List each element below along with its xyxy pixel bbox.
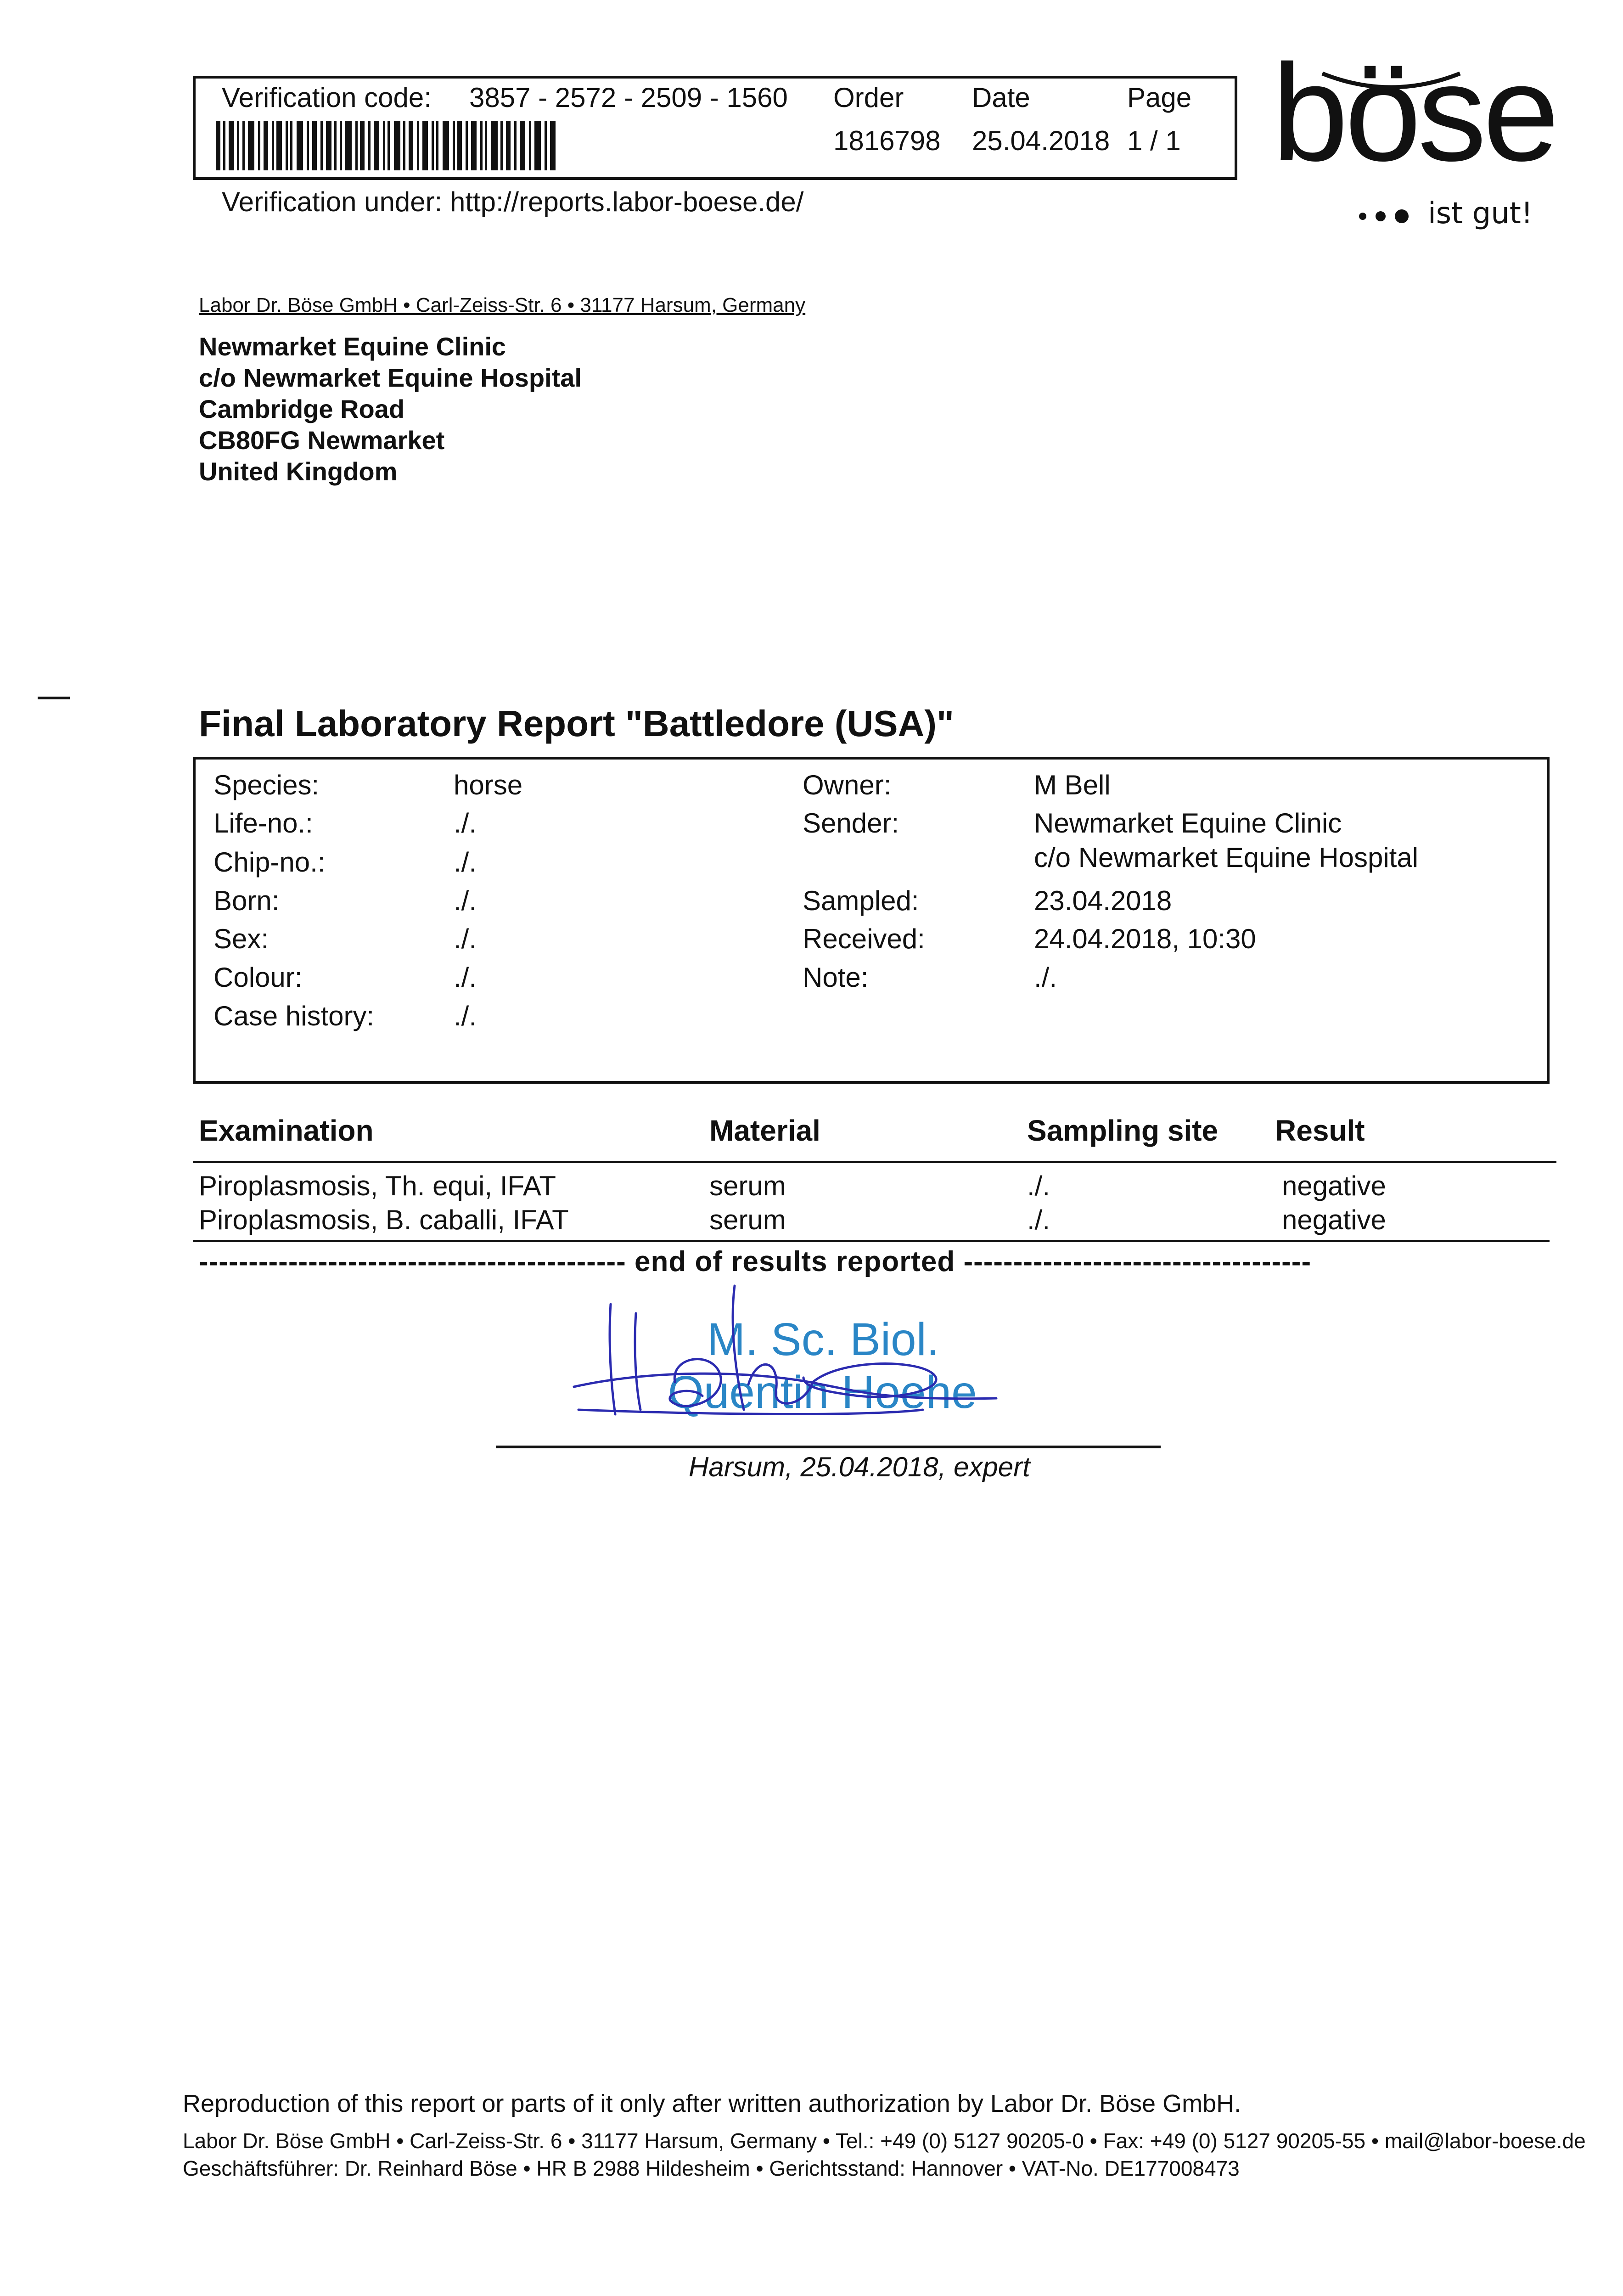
sex-label: Sex: — [213, 923, 269, 954]
table-cell-material: serum — [709, 1204, 786, 1235]
owner-label: Owner: — [803, 770, 892, 800]
report-date: 25.04.2018 — [972, 125, 1110, 156]
note-value: ./. — [1034, 962, 1057, 993]
species-label: Species: — [213, 770, 320, 800]
born-label: Born: — [213, 885, 280, 916]
table-cell-material: serum — [709, 1171, 786, 1201]
page-number: 1 / 1 — [1127, 125, 1181, 156]
sender-value-line-2: c/o Newmarket Equine Hospital — [1034, 842, 1419, 873]
footer-company-address: Labor Dr. Böse GmbH • Carl-Zeiss-Str. 6 • 31177 Harsum, Germany • Tel.: +49 (0) 5127 90205-0 • Fax: +49 (0) 5127 90205-55 • mail@labor-boese.de — [183, 2129, 1586, 2153]
bose-logo: böse — [1272, 35, 1556, 190]
table-cell-sampling-site: ./. — [1027, 1204, 1050, 1235]
page-label: Page — [1127, 82, 1192, 113]
sender-label: Sender: — [803, 808, 899, 838]
colour-label: Colour: — [213, 962, 303, 993]
verification-code-label: Verification code: — [222, 82, 432, 113]
sampled-value: 23.04.2018 — [1034, 885, 1172, 916]
reproduction-notice: Reproduction of this report or parts of it only after written authorization by Labor Dr. Böse GmbH. — [183, 2090, 1241, 2117]
column-header-examination: Examination — [199, 1114, 374, 1147]
sampled-label: Sampled: — [803, 885, 919, 916]
note-label: Note: — [803, 962, 869, 993]
case-history-label: Case history: — [213, 1001, 375, 1031]
recipient-line: c/o Newmarket Equine Hospital — [199, 363, 582, 392]
life-no-label: Life-no.: — [213, 808, 313, 838]
case-history-value: ./. — [454, 1001, 477, 1031]
chip-no-label: Chip-no.: — [213, 847, 326, 878]
signer-title: M. Sc. Biol. — [707, 1314, 939, 1365]
table-cell-examination: Piroplasmosis, B. caballi, IFAT — [199, 1204, 569, 1235]
chip-no-value: ./. — [454, 847, 477, 878]
verification-code: 3857 - 2572 - 2509 - 1560 — [469, 82, 788, 113]
table-bottom-rule — [193, 1240, 1550, 1242]
recipient-line: CB80FG Newmarket — [199, 426, 445, 455]
born-value: ./. — [454, 885, 477, 916]
logo-tagline: ist gut! — [1428, 197, 1533, 231]
sender-value: Newmarket Equine Clinic — [1034, 808, 1342, 838]
logo-dot-icon — [1359, 213, 1366, 220]
column-header-material: Material — [709, 1114, 820, 1147]
date-label: Date — [972, 82, 1030, 113]
signature-place-date: Harsum, 25.04.2018, expert — [689, 1452, 1030, 1482]
sender-address-line: Labor Dr. Böse GmbH • Carl-Zeiss-Str. 6 • 31177 Harsum, Germany — [199, 294, 806, 316]
fold-mark — [38, 697, 70, 699]
recipient-line: United Kingdom — [199, 457, 398, 486]
recipient-line: Newmarket Equine Clinic — [199, 332, 506, 361]
handwritten-signature — [565, 1277, 1033, 1437]
patient-info-box — [193, 757, 1550, 1084]
table-cell-result: negative — [1282, 1171, 1386, 1201]
recipient-line: Cambridge Road — [199, 394, 405, 423]
owner-value: M Bell — [1034, 770, 1111, 800]
table-cell-examination: Piroplasmosis, Th. equi, IFAT — [199, 1171, 556, 1201]
order-label: Order — [833, 82, 904, 113]
signature-line — [496, 1446, 1161, 1448]
life-no-value: ./. — [454, 808, 477, 838]
colour-value: ./. — [454, 962, 477, 993]
logo-dot-icon — [1395, 209, 1409, 223]
end-of-results-line: ------------------------------------------- end of results reported ----------------------------------- — [199, 1246, 1312, 1277]
logo-smile-icon — [1318, 69, 1465, 96]
species-value: horse — [454, 770, 523, 800]
column-header-sampling-site: Sampling site — [1027, 1114, 1219, 1147]
signer-name: Quentin Hoehe — [668, 1367, 977, 1418]
received-value: 24.04.2018, 10:30 — [1034, 923, 1256, 954]
sex-value: ./. — [454, 923, 477, 954]
received-label: Received: — [803, 923, 925, 954]
barcode-image — [216, 121, 556, 170]
logo-dot-icon — [1376, 211, 1386, 221]
order-number: 1816798 — [833, 125, 941, 156]
table-header-rule — [193, 1161, 1556, 1163]
column-header-result: Result — [1275, 1114, 1365, 1147]
verification-url[interactable]: Verification under: http://reports.labor-boese.de/ — [222, 186, 804, 217]
table-cell-sampling-site: ./. — [1027, 1171, 1050, 1201]
report-title: Final Laboratory Report "Battledore (USA)" — [199, 703, 954, 744]
footer-company-registration: Geschäftsführer: Dr. Reinhard Böse • HR B 2988 Hildesheim • Gerichtsstand: Hannover • VAT-No. DE177008473 — [183, 2156, 1240, 2180]
table-cell-result: negative — [1282, 1204, 1386, 1235]
